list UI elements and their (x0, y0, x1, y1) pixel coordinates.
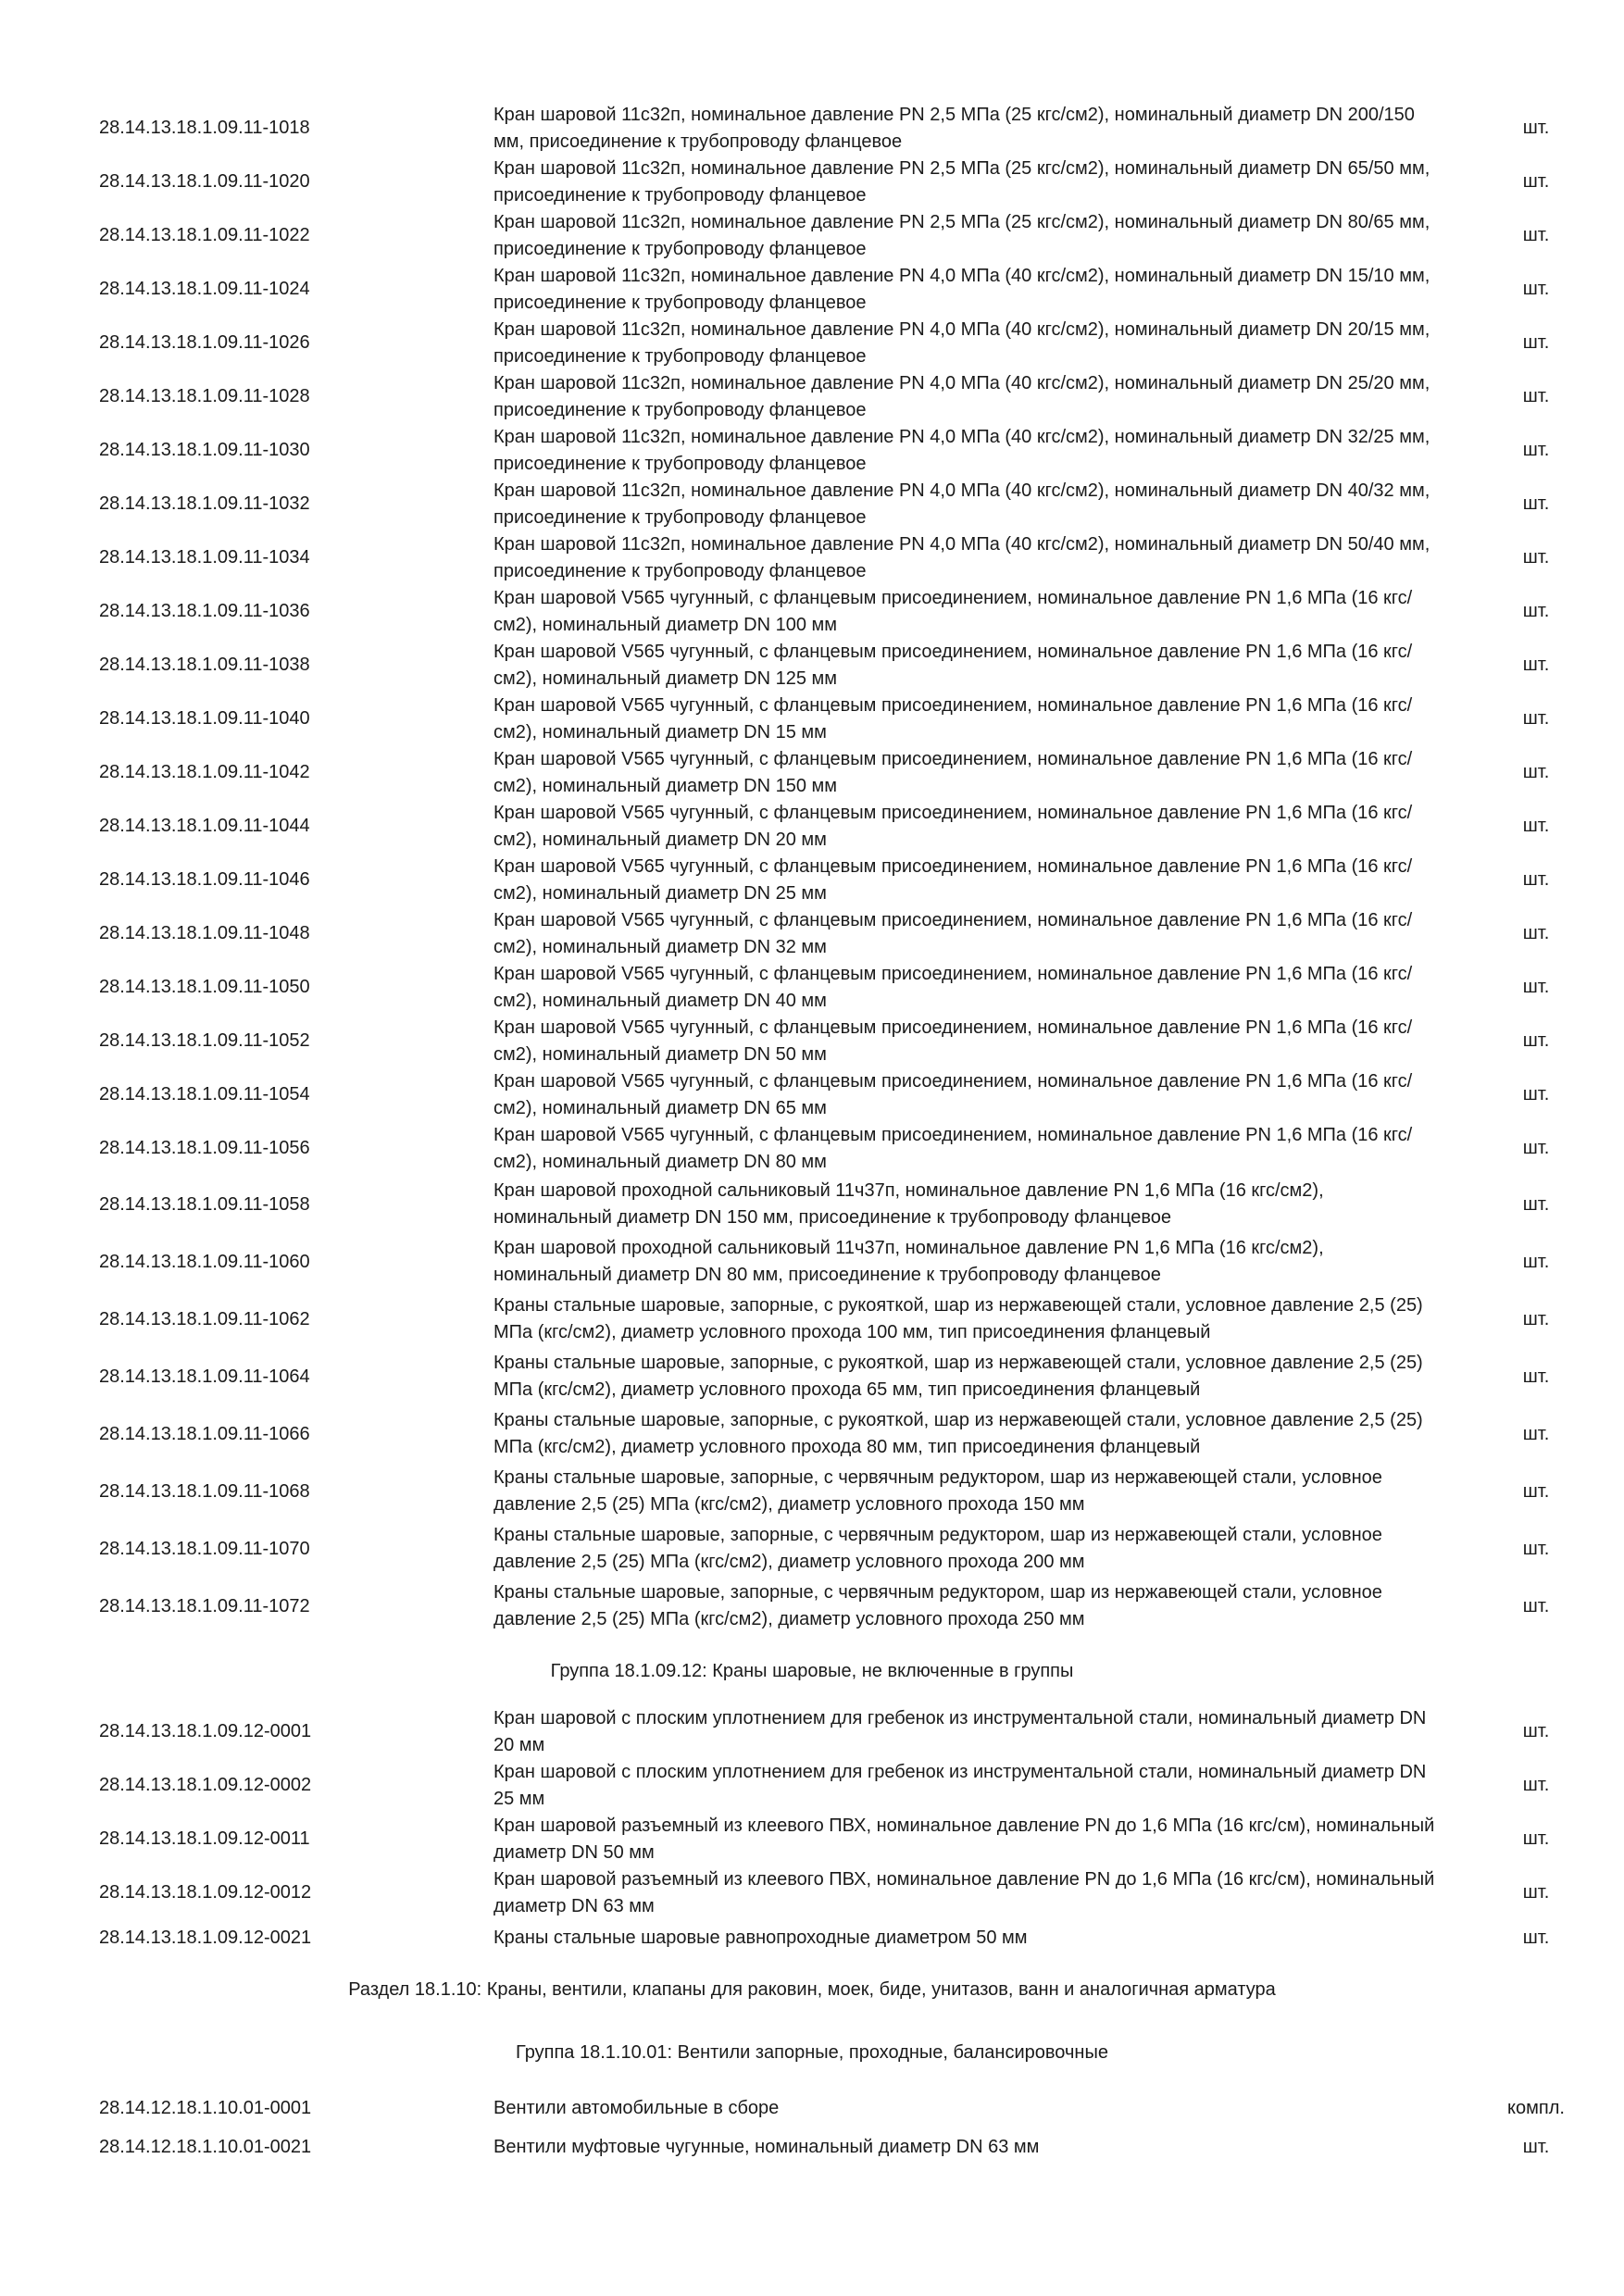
row-unit: шт. (1522, 1596, 1550, 1616)
row-code: 28.14.13.18.1.09.12-0012 (99, 1882, 312, 1903)
row-unit: шт. (1522, 1481, 1550, 1502)
table-row (0, 2095, 1624, 2128)
row-description: Кран шаровой 11с32п, номинальное давление PN 4,0 МПа (40 кгс/см2), номинальный диаметр DN 20/15 мм, присоединение к трубопроводу фланцевое (493, 319, 1430, 367)
row-code: 28.14.13.18.1.09.11-1038 (99, 655, 310, 675)
row-code: 28.14.13.18.1.09.11-1046 (99, 869, 310, 890)
table-row (0, 263, 1624, 317)
row-code: 28.14.13.18.1.09.12-0002 (99, 1775, 312, 1795)
table-row (0, 1405, 1624, 1463)
row-description: Кран шаровой V565 чугунный, с фланцевым присоединением, номинальное давление PN 1,6 МПа (16 кгс/см2), номинальный диаметр DN 80 мм (493, 1125, 1413, 1172)
row-unit: шт. (1522, 1138, 1550, 1158)
table-row (0, 370, 1624, 424)
table-row (0, 746, 1624, 800)
row-description: Вентили муфтовые чугунные, номинальный диаметр DN 63 мм (493, 2137, 1040, 2157)
row-description: Кран шаровой V565 чугунный, с фланцевым присоединением, номинальное давление PN 1,6 МПа (16 кгс/см2), номинальный диаметр DN 100 мм (493, 588, 1413, 635)
row-unit: шт. (1522, 1775, 1550, 1795)
row-unit: шт. (1522, 440, 1550, 460)
row-code: 28.14.13.18.1.09.11-1052 (99, 1030, 310, 1051)
row-description: Кран шаровой 11с32п, номинальное давление PN 2,5 МПа (25 кгс/см2), номинальный диаметр DN 65/50 мм, присоединение к трубопроводу фланцевое (493, 158, 1430, 206)
table-row (0, 585, 1624, 639)
row-code: 28.14.13.18.1.09.11-1050 (99, 977, 310, 997)
row-unit: шт. (1522, 547, 1550, 568)
row-description: Кран шаровой V565 чугунный, с фланцевым присоединением, номинальное давление PN 1,6 МПа (16 кгс/см2), номинальный диаметр DN 15 мм (493, 695, 1413, 742)
row-unit: шт. (1522, 655, 1550, 675)
row-unit: шт. (1522, 601, 1550, 621)
row-code: 28.14.13.18.1.09.12-0011 (99, 1828, 310, 1849)
table-row (0, 854, 1624, 907)
row-description: Кран шаровой V565 чугунный, с фланцевым присоединением, номинальное давление PN 1,6 МПа (16 кгс/см2), номинальный диаметр DN 40 мм (493, 964, 1413, 1011)
row-description: Кран шаровой 11с32п, номинальное давление PN 4,0 МПа (40 кгс/см2), номинальный диаметр DN 50/40 мм, присоединение к трубопроводу фланцевое (493, 534, 1430, 581)
row-code: 28.14.12.18.1.10.01-0021 (99, 2137, 312, 2157)
row-code: 28.14.13.18.1.09.11-1022 (99, 225, 310, 245)
group-heading: Группа 18.1.10.01: Вентили запорные, проходные, балансировочные (516, 2042, 1108, 2063)
row-unit: шт. (1522, 1194, 1550, 1215)
table-row (0, 424, 1624, 478)
table-row (0, 800, 1624, 854)
row-description: Кран шаровой V565 чугунный, с фланцевым присоединением, номинальное давление PN 1,6 МПа (16 кгс/см2), номинальный диаметр DN 150 мм (493, 749, 1413, 796)
row-code: 28.14.13.18.1.09.11-1036 (99, 601, 310, 621)
row-code: 28.14.13.18.1.09.11-1024 (99, 279, 310, 299)
row-unit: шт. (1522, 1424, 1550, 1444)
row-code: 28.14.13.18.1.09.11-1042 (99, 762, 310, 782)
row-code: 28.14.13.18.1.09.11-1034 (99, 547, 310, 568)
table-row (0, 639, 1624, 693)
row-unit: шт. (1522, 1084, 1550, 1104)
row-description: Краны стальные шаровые, запорные, с рукояткой, шар из нержавеющей стали, условное давление 2,5 (25) МПа (кгс/см2), диаметр условного прохода 100 мм, тип присоединения фланцевый (493, 1295, 1423, 1342)
table-row (0, 1348, 1624, 1405)
table-row (0, 1015, 1624, 1068)
row-unit: шт. (1522, 977, 1550, 997)
table-row (0, 2134, 1624, 2167)
row-unit: шт. (1522, 869, 1550, 890)
row-unit: компл. (1507, 2098, 1565, 2118)
row-description: Краны стальные шаровые, запорные, с рукояткой, шар из нержавеющей стали, условное давление 2,5 (25) МПа (кгс/см2), диаметр условного прохода 65 мм, тип присоединения фланцевый (493, 1353, 1423, 1400)
table-row (0, 693, 1624, 746)
row-description: Краны стальные шаровые равнопроходные диаметром 50 мм (493, 1928, 1028, 1948)
row-unit: шт. (1522, 1309, 1550, 1329)
row-unit: шт. (1522, 1366, 1550, 1387)
table-row (0, 1291, 1624, 1348)
row-description: Кран шаровой 11с32п, номинальное давление PN 2,5 МПа (25 кгс/см2), номинальный диаметр DN 80/65 мм, присоединение к трубопроводу фланцевое (493, 212, 1430, 259)
row-code: 28.14.12.18.1.10.01-0001 (99, 2098, 312, 2118)
row-unit: шт. (1522, 1828, 1550, 1849)
row-code: 28.14.13.18.1.09.11-1026 (99, 332, 310, 353)
row-code: 28.14.13.18.1.09.12-0001 (99, 1721, 312, 1741)
row-code: 28.14.13.18.1.09.11-1070 (99, 1539, 310, 1559)
row-unit: шт. (1522, 1252, 1550, 1272)
row-description: Кран шаровой разъемный из клеевого ПВХ, номинальное давление PN до 1,6 МПа (16 кгс/см), номинальный диаметр DN 50 мм (493, 1816, 1435, 1863)
table-row (0, 1925, 1624, 1958)
row-description: Кран шаровой проходной сальниковый 11ч37п, номинальное давление PN 1,6 МПа (16 кгс/см2), номинальный диаметр DN 80 мм, присоединение к трубопроводу фланцевое (493, 1238, 1324, 1285)
row-description: Кран шаровой проходной сальниковый 11ч37п, номинальное давление PN 1,6 МПа (16 кгс/см2), номинальный диаметр DN 150 мм, присоединение к трубопроводу фланцевое (493, 1180, 1324, 1228)
table-row (0, 1578, 1624, 1635)
row-unit: шт. (1522, 1882, 1550, 1903)
row-description: Краны стальные шаровые, запорные, с рукояткой, шар из нержавеющей стали, условное давление 2,5 (25) МПа (кгс/см2), диаметр условного прохода 80 мм, тип присоединения фланцевый (493, 1410, 1423, 1457)
row-unit: шт. (1522, 2137, 1550, 2157)
row-description: Кран шаровой 11с32п, номинальное давление PN 2,5 МПа (25 кгс/см2), номинальный диаметр DN 200/150 мм, присоединение к трубопроводу фланцевое (493, 105, 1415, 152)
table-row (0, 1520, 1624, 1578)
row-unit: шт. (1522, 816, 1550, 836)
row-description: Краны стальные шаровые, запорные, с червячным редуктором, шар из нержавеющей стали, условное давление 2,5 (25) МПа (кгс/см2), диаметр условного прохода 150 мм (493, 1467, 1382, 1515)
row-description: Кран шаровой V565 чугунный, с фланцевым присоединением, номинальное давление PN 1,6 МПа (16 кгс/см2), номинальный диаметр DN 32 мм (493, 910, 1413, 957)
row-code: 28.14.13.18.1.09.12-0021 (99, 1928, 312, 1948)
table-row (0, 478, 1624, 531)
row-code: 28.14.13.18.1.09.11-1018 (99, 118, 310, 138)
row-description: Кран шаровой V565 чугунный, с фланцевым присоединением, номинальное давление PN 1,6 МПа (16 кгс/см2), номинальный диаметр DN 125 мм (493, 642, 1413, 689)
table-row (0, 907, 1624, 961)
row-unit: шт. (1522, 1539, 1550, 1559)
row-unit: шт. (1522, 1928, 1550, 1948)
row-description: Кран шаровой 11с32п, номинальное давление PN 4,0 МПа (40 кгс/см2), номинальный диаметр DN 25/20 мм, присоединение к трубопроводу фланцевое (493, 373, 1430, 420)
row-code: 28.14.13.18.1.09.11-1062 (99, 1309, 310, 1329)
row-unit: шт. (1522, 225, 1550, 245)
row-description: Кран шаровой с плоским уплотнением для гребенок из инструментальной стали, номинальный диаметр DN 20 мм (493, 1708, 1427, 1755)
row-description: Кран шаровой V565 чугунный, с фланцевым присоединением, номинальное давление PN 1,6 МПа (16 кгс/см2), номинальный диаметр DN 65 мм (493, 1071, 1413, 1118)
row-unit: шт. (1522, 171, 1550, 192)
row-code: 28.14.13.18.1.09.11-1064 (99, 1366, 310, 1387)
row-code: 28.14.13.18.1.09.11-1048 (99, 923, 310, 943)
row-code: 28.14.13.18.1.09.11-1072 (99, 1596, 310, 1616)
table-row (0, 1176, 1624, 1233)
row-unit: шт. (1522, 279, 1550, 299)
row-code: 28.14.13.18.1.09.11-1020 (99, 171, 310, 192)
row-unit: шт. (1522, 118, 1550, 138)
table-row (0, 1866, 1624, 1920)
row-unit: шт. (1522, 708, 1550, 729)
group-heading: Группа 18.1.09.12: Краны шаровые, не включенные в группы (550, 1661, 1074, 1681)
row-code: 28.14.13.18.1.09.11-1044 (99, 816, 310, 836)
row-code: 28.14.13.18.1.09.11-1056 (99, 1138, 310, 1158)
row-description: Кран шаровой разъемный из клеевого ПВХ, номинальное давление PN до 1,6 МПа (16 кгс/см), номинальный диаметр DN 63 мм (493, 1869, 1435, 1916)
table-row (0, 1705, 1624, 1759)
row-unit: шт. (1522, 1030, 1550, 1051)
row-description: Краны стальные шаровые, запорные, с червячным редуктором, шар из нержавеющей стали, условное давление 2,5 (25) МПа (кгс/см2), диаметр условного прохода 250 мм (493, 1582, 1382, 1629)
row-code: 28.14.13.18.1.09.11-1028 (99, 386, 310, 406)
table-row (0, 156, 1624, 209)
table-row (0, 1233, 1624, 1291)
row-code: 28.14.13.18.1.09.11-1060 (99, 1252, 310, 1272)
row-description: Кран шаровой V565 чугунный, с фланцевым присоединением, номинальное давление PN 1,6 МПа (16 кгс/см2), номинальный диаметр DN 25 мм (493, 856, 1413, 904)
section-heading: Раздел 18.1.10: Краны, вентили, клапаны для раковин, моек, биде, унитазов, ванн и аналогичная арматура (348, 1979, 1276, 2000)
row-code: 28.14.13.18.1.09.11-1058 (99, 1194, 310, 1215)
table-row (0, 1813, 1624, 1866)
row-code: 28.14.13.18.1.09.11-1068 (99, 1481, 310, 1502)
table-row (0, 531, 1624, 585)
row-unit: шт. (1522, 332, 1550, 353)
row-description: Кран шаровой с плоским уплотнением для гребенок из инструментальной стали, номинальный диаметр DN 25 мм (493, 1762, 1427, 1809)
table-row (0, 102, 1624, 156)
table-row (0, 1759, 1624, 1813)
row-unit: шт. (1522, 762, 1550, 782)
table-row (0, 1122, 1624, 1176)
row-description: Кран шаровой V565 чугунный, с фланцевым присоединением, номинальное давление PN 1,6 МПа (16 кгс/см2), номинальный диаметр DN 20 мм (493, 803, 1413, 850)
row-unit: шт. (1522, 923, 1550, 943)
row-code: 28.14.13.18.1.09.11-1032 (99, 493, 310, 514)
table-row (0, 317, 1624, 370)
row-unit: шт. (1522, 386, 1550, 406)
table-row (0, 1463, 1624, 1520)
row-code: 28.14.13.18.1.09.11-1054 (99, 1084, 310, 1104)
row-description: Кран шаровой 11с32п, номинальное давление PN 4,0 МПа (40 кгс/см2), номинальный диаметр DN 15/10 мм, присоединение к трубопроводу фланцевое (493, 266, 1430, 313)
row-unit: шт. (1522, 1721, 1550, 1741)
table-row (0, 209, 1624, 263)
row-description: Кран шаровой V565 чугунный, с фланцевым присоединением, номинальное давление PN 1,6 МПа (16 кгс/см2), номинальный диаметр DN 50 мм (493, 1017, 1413, 1065)
row-description: Кран шаровой 11с32п, номинальное давление PN 4,0 МПа (40 кгс/см2), номинальный диаметр DN 40/32 мм, присоединение к трубопроводу фланцевое (493, 480, 1430, 528)
table-row (0, 961, 1624, 1015)
row-description: Кран шаровой 11с32п, номинальное давление PN 4,0 МПа (40 кгс/см2), номинальный диаметр DN 32/25 мм, присоединение к трубопроводу фланцевое (493, 427, 1430, 474)
row-code: 28.14.13.18.1.09.11-1030 (99, 440, 310, 460)
row-description: Вентили автомобильные в сборе (493, 2098, 780, 2118)
row-code: 28.14.13.18.1.09.11-1040 (99, 708, 310, 729)
row-code: 28.14.13.18.1.09.11-1066 (99, 1424, 310, 1444)
table-row (0, 1068, 1624, 1122)
row-unit: шт. (1522, 493, 1550, 514)
row-description: Краны стальные шаровые, запорные, с червячным редуктором, шар из нержавеющей стали, условное давление 2,5 (25) МПа (кгс/см2), диаметр условного прохода 200 мм (493, 1525, 1382, 1572)
